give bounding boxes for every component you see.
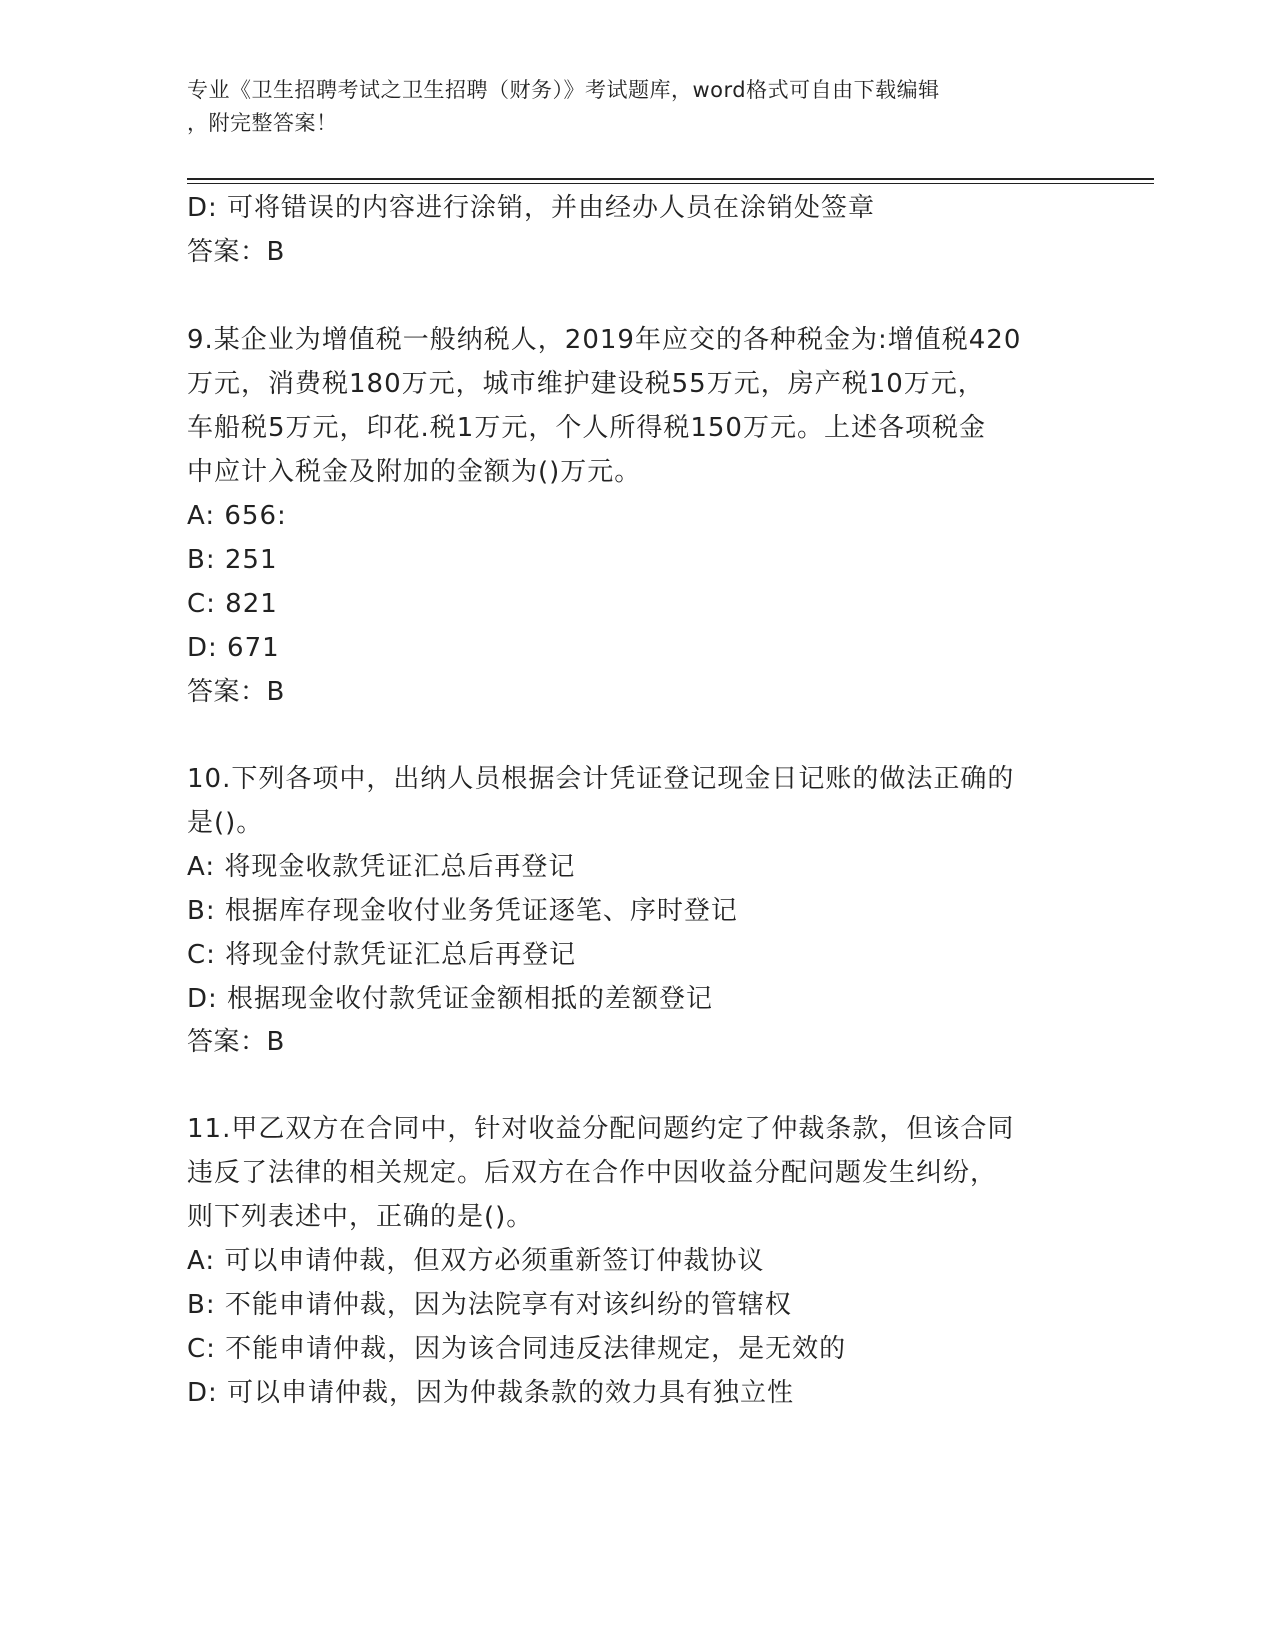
q11-option-c: C: 不能申请仲裁，因为该合同违反法律规定，是无效的 (187, 1334, 847, 1364)
q11-stem-line-2: 违反了法律的相关规定。后双方在合作中因收益分配问题发生纠纷， (187, 1158, 998, 1188)
q9-stem-line-1: 9.某企业为增值税一般纳税人，2019年应交的各种税金为:增值税420 (187, 325, 1022, 355)
header-rule-thick (187, 178, 1154, 180)
q10-option-a: A: 将现金收款凭证汇总后再登记 (187, 852, 576, 882)
q9-option-d: D: 671 (187, 633, 280, 663)
q9-stem-line-4: 中应计入税金及附加的金额为()万元。 (187, 457, 642, 487)
prev-answer: 答案：B (187, 237, 285, 267)
prev-option-d: D: 可将错误的内容进行涂销，并由经办人员在涂销处签章 (187, 193, 876, 223)
q9-answer: 答案：B (187, 677, 285, 707)
q9-option-c: C: 821 (187, 589, 278, 619)
q9-stem-line-2: 万元，消费税180万元，城市维护建设税55万元，房产税10万元， (187, 369, 985, 399)
q9-option-b: B: 251 (187, 545, 278, 575)
header-line-2: ，附完整答案！ (187, 111, 338, 135)
q11-option-b: B: 不能申请仲裁，因为法院享有对该纠纷的管辖权 (187, 1290, 792, 1320)
document-header (187, 74, 1067, 140)
header-rule-thin (187, 183, 1154, 184)
q9-option-a: A: 656: (187, 501, 287, 531)
header-line-1: 专业《卫生招聘考试之卫生招聘（财务）》考试题库，word格式可自由下载编辑 (187, 78, 940, 102)
q11-stem-line-3: 则下列表述中，正确的是()。 (187, 1202, 534, 1232)
q11-option-a: A: 可以申请仲裁，但双方必须重新签订仲裁协议 (187, 1246, 765, 1276)
q11-option-d: D: 可以申请仲裁，因为仲裁条款的效力具有独立性 (187, 1378, 795, 1408)
q11-stem-line-1: 11.甲乙双方在合同中，针对收益分配问题约定了仲裁条款，但该合同 (187, 1114, 1015, 1144)
q10-answer: 答案：B (187, 1027, 285, 1057)
q10-option-c: C: 将现金付款凭证汇总后再登记 (187, 940, 577, 970)
q10-option-d: D: 根据现金收付款凭证金额相抵的差额登记 (187, 984, 714, 1014)
q10-option-b: B: 根据库存现金收付业务凭证逐笔、序时登记 (187, 896, 738, 926)
q9-stem-line-3: 车船税5万元，印花.税1万元，个人所得税150万元。上述各项税金 (187, 413, 986, 443)
q10-stem-line-2: 是()。 (187, 808, 264, 838)
q10-stem-line-1: 10.下列各项中，出纳人员根据会计凭证登记现金日记账的做法正确的 (187, 764, 1015, 794)
